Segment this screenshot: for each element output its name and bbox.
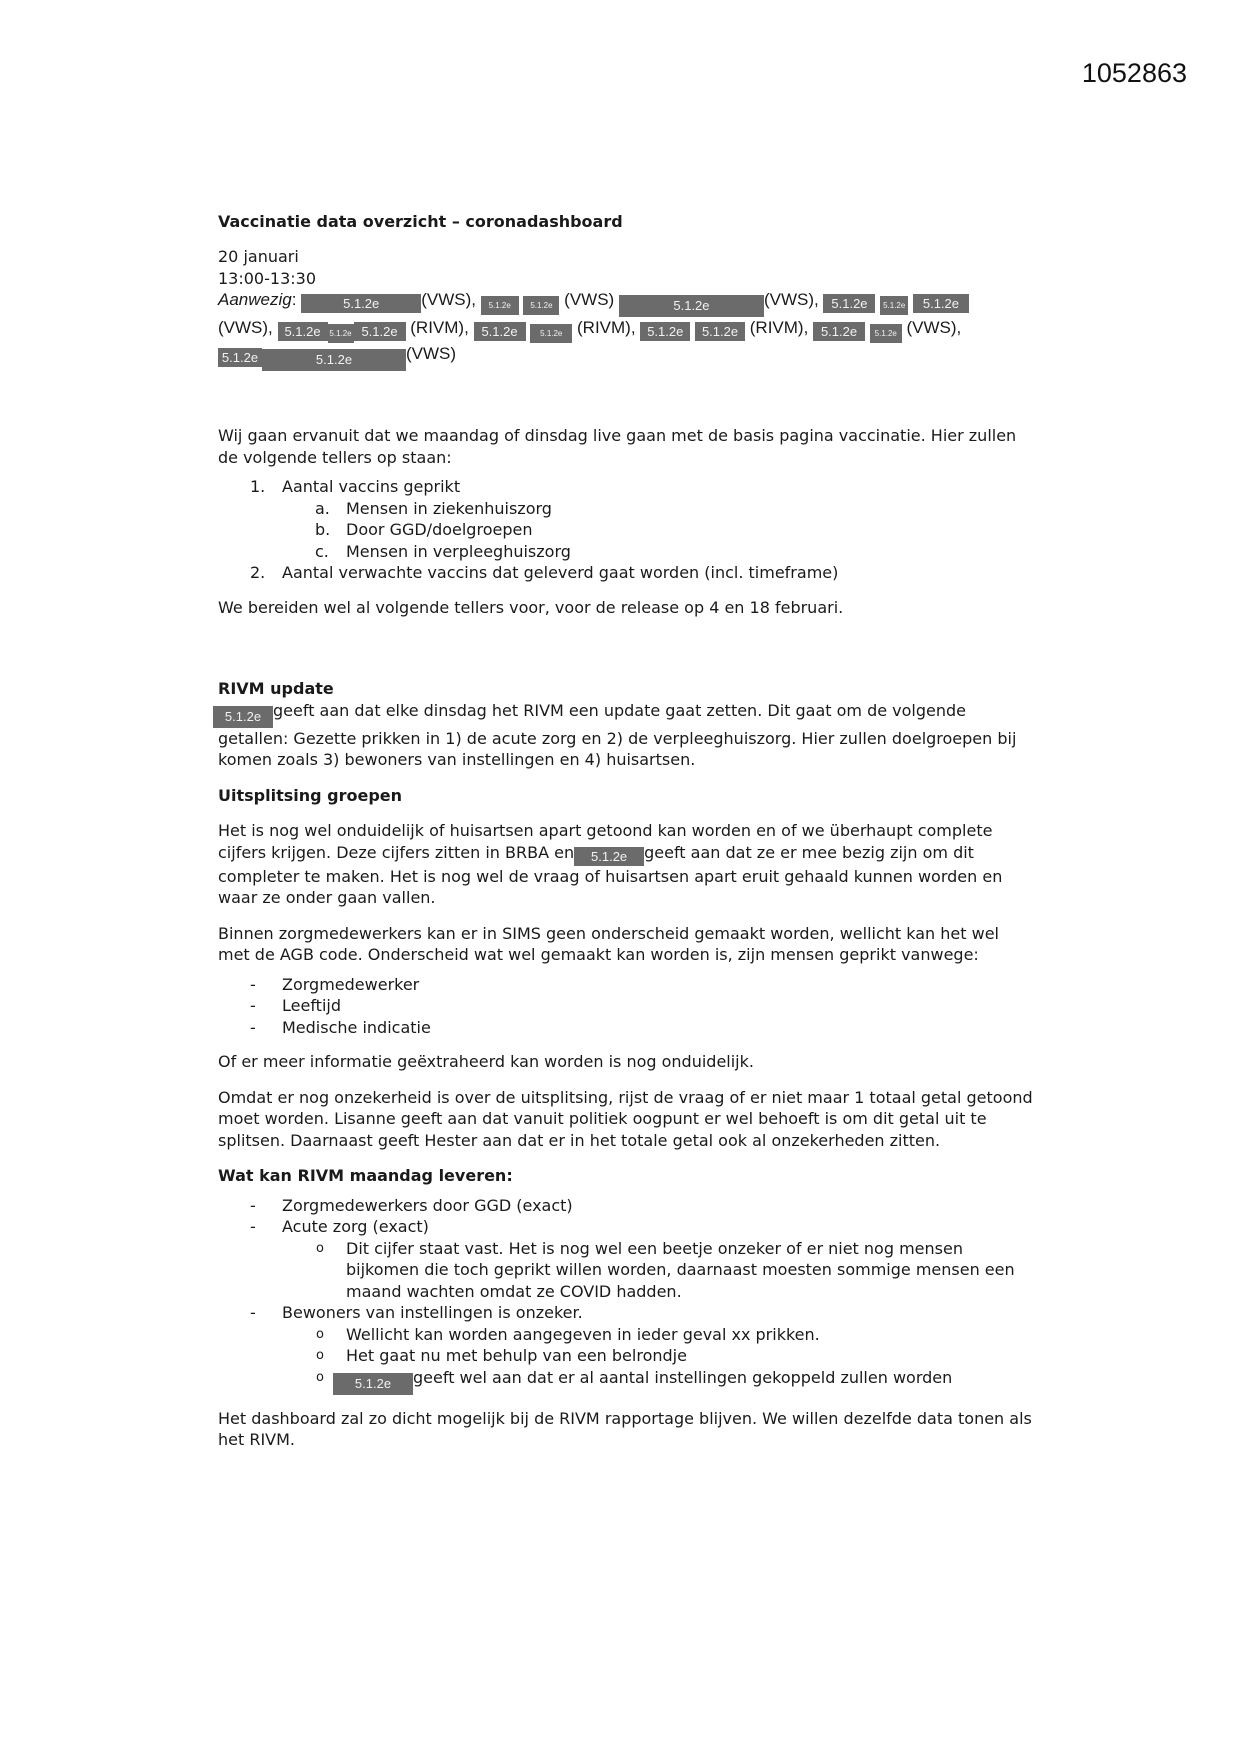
org-vws: (VWS) — [406, 344, 457, 363]
redaction-box: 5.1.2e — [870, 324, 902, 343]
list-item: - Leeftijd — [250, 996, 341, 1015]
list-item: b. Door GGD/doelgroepen — [315, 520, 533, 539]
redaction-box: 5.1.2e — [880, 296, 908, 315]
attendees-label: Aanwezig — [218, 290, 292, 309]
redaction-box: 5.1.2e — [301, 294, 421, 313]
deliverables-list — [218, 1195, 1033, 1395]
list-item: 1. Aantal vaccins geprikt — [250, 477, 461, 496]
redaction-box: 5.1.2e — [640, 322, 690, 341]
org-vws: (VWS), — [906, 318, 962, 337]
meeting-date: 20 januari — [218, 247, 299, 266]
redaction-box: 5.1.2e — [262, 349, 406, 371]
reasons-list — [218, 974, 1033, 1039]
redaction-box: 5.1.2e — [695, 322, 745, 341]
list-item: - Zorgmedewerkers door GGD (exact) — [250, 1195, 573, 1215]
redaction-box: 5.1.2e — [218, 348, 262, 367]
document-number: 1052863 — [1081, 58, 1187, 88]
list-item: a. Mensen in ziekenhuiszorg — [315, 498, 552, 518]
redaction-box: 5.1.2e — [523, 296, 559, 315]
redaction-box: 5.1.2e — [278, 322, 328, 341]
org-vws: (VWS) — [564, 290, 615, 309]
section-heading-rivm-update: RIVM update — [218, 679, 334, 698]
org-rivm: (RIVM), — [410, 318, 469, 337]
redaction-box: 5.1.2e — [333, 1373, 413, 1395]
section-heading-levering: Wat kan RIVM maandag leveren: — [218, 1166, 513, 1185]
redaction-box: 5.1.2e — [481, 296, 519, 315]
section-heading-uitsplitsing: Uitsplitsing groepen — [218, 785, 403, 805]
intro-followup: We bereiden wel al volgende tellers voor, voor de release op 4 en 18 februari. — [218, 597, 844, 617]
redaction-box: 5.1.2e — [574, 847, 644, 866]
uitsplitsing-paragraph: Het is nog wel onduidelijk of huisartsen apart getoond kan worden en of we überhaupt complete cijfers krijgen. Deze cijfers zitten in BRBA en 5.1.2e geeft aan dat ze er mee bezig zijn om dit completer te maken. Het is nog wel de vraag of huisartsen apart eruit gehaald kunnen worden en waar ze onder gaan vallen. — [218, 821, 1003, 907]
sims-paragraph: Binnen zorgmedewerkers kan er in SIMS geen onderscheid gemaakt worden, wellicht kan het wel met de AGB code. Onderscheid wat wel gemaakt kan worden is, zijn mensen geprikt vanwege: — [218, 923, 999, 964]
list-item: o Dit cijfer staat vast. Het is nog wel een beetje onzeker of er niet nog mensen bijkomen die toch geprikt willen worden, daarnaast moesten sommige mensen een maand wachten omdat ze COVID hadden. — [316, 1238, 1015, 1301]
list-item: 2. Aantal verwachte vaccins dat geleverd gaat worden (incl. timeframe) — [250, 563, 839, 582]
document-title: Vaccinatie data overzicht – coronadashboard — [218, 212, 623, 231]
list-item: - Zorgmedewerker — [250, 974, 420, 994]
rivm-update-paragraph: 5.1.2e geeft aan dat elke dinsdag het RIVM een update gaat zetten. Dit gaat om de volgende getallen: Gezette prikken in 1) de acute zorg en 2) de verpleeghuiszorg. Hier zullen doelgroepen bij komen zoals 3) bewoners van instellingen en 4) huisartsen. — [218, 700, 1033, 771]
intro-paragraph: Wij gaan ervanuit dat we maandag of dinsdag live gaan met de basis pagina vaccinatie. Hier zullen de volgende tellers op staan: — [218, 426, 1017, 467]
redaction-box: 5.1.2e — [213, 706, 273, 728]
redaction-box: 5.1.2e — [813, 322, 865, 341]
meeting-time: 13:00-13:30 — [218, 268, 316, 288]
uncertainty-paragraph: Omdat er nog onzekerheid is over de uitsplitsing, rijst de vraag of er niet maar 1 totaal getal getoond moet worden. Lisanne geeft aan dat vanuit politiek oogpunt er wel behoeft is om dit getal uit te splitsen. Daarnaast geeft Hester aan dat er in het totale getal ook al onzekerheden zitten. — [218, 1087, 1033, 1150]
list-item: - Bewoners van instellingen is onzeker. — [250, 1303, 583, 1322]
list-item: o 5.1.2e geeft wel aan dat er al aantal instellingen gekoppeld zullen worden — [218, 1367, 1033, 1395]
org-vws: (VWS), — [763, 290, 819, 309]
list-item: c. Mensen in verpleeghuiszorg — [315, 541, 571, 561]
extra-info-paragraph: Of er meer informatie geëxtraheerd kan worden is nog onduidelijk. — [218, 1052, 754, 1071]
redaction-box: 5.1.2e — [913, 294, 969, 313]
counter-list — [218, 476, 1033, 584]
org-rivm: (RIVM), — [749, 318, 809, 337]
redaction-box: 5.1.2e — [328, 324, 354, 343]
redaction-box: 5.1.2e — [474, 322, 526, 341]
list-item: - Medische indicatie — [250, 1017, 431, 1037]
org-vws: (VWS), — [421, 290, 476, 309]
list-item: - Acute zorg (exact) — [250, 1217, 429, 1236]
list-item: o Wellicht kan worden aangegeven in ieder geval xx prikken. — [316, 1324, 820, 1344]
org-vws: (VWS), — [218, 318, 273, 337]
document-page — [218, 212, 1033, 1451]
redaction-box: 5.1.2e — [354, 322, 406, 341]
redaction-box: 5.1.2e — [530, 324, 572, 343]
redaction-box: 5.1.2e — [823, 294, 875, 313]
redaction-box: 5.1.2e — [619, 295, 764, 317]
attendees: Aanwezig: 5.1.2e (VWS), 5.1.2e 5.1.2e (VWS) 5.1.2e (VWS), 5.1.2e 5.1.2e 5.1.2e (VWS), 5.1.2e 5.1.2e 5.1.2e (RIVM), 5.1.2e 5.1.2e (RIVM), 5.1.2e 5.1.2e (RIVM), 5.1.2e 5.1.2e (VWS), 5.1.2e 5.1.2e (VWS) — [218, 289, 1033, 371]
closing-paragraph: Het dashboard zal zo dicht mogelijk bij de RIVM rapportage blijven. We willen dezelfde data tonen als het RIVM. — [218, 1408, 1032, 1449]
org-rivm: (RIVM), — [577, 318, 636, 337]
list-item: o Het gaat nu met behulp van een belrondje — [316, 1346, 687, 1365]
